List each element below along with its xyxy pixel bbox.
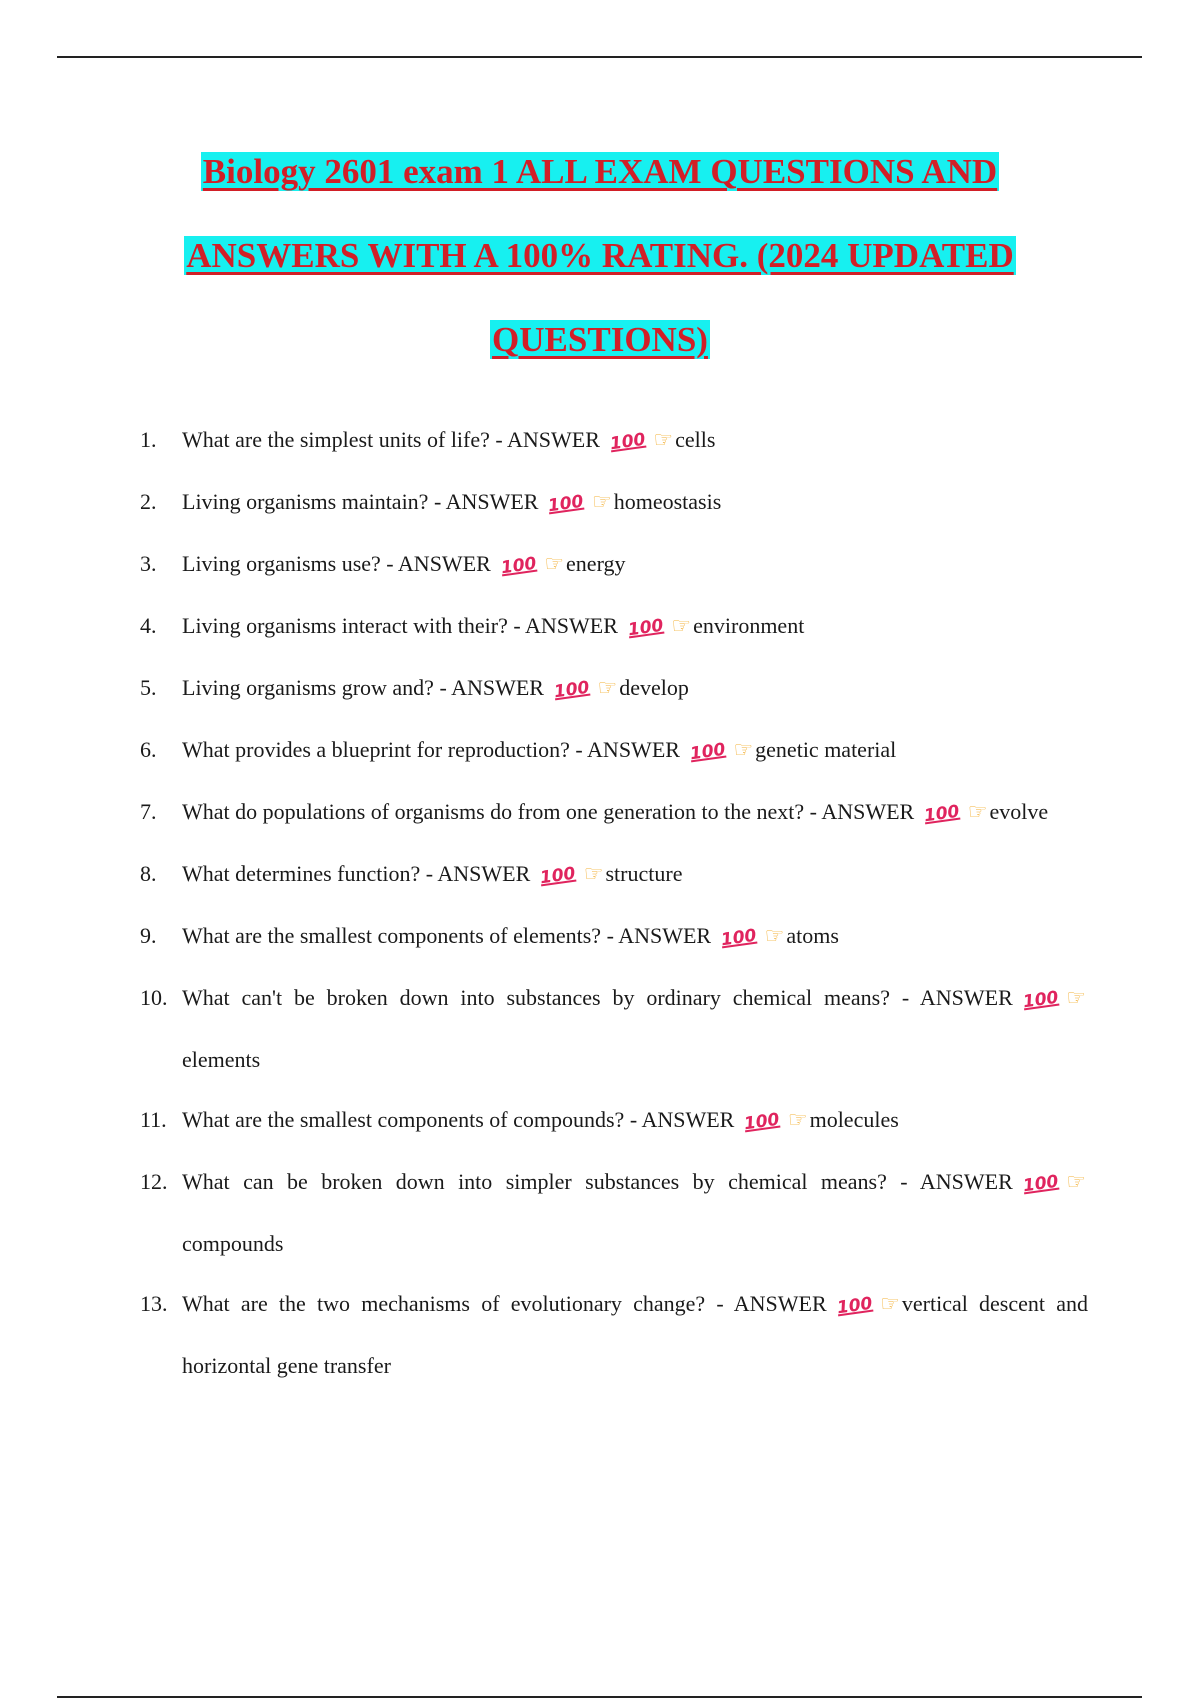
answer-text: molecules	[809, 1107, 899, 1132]
hundred-points-icon: 100	[835, 1293, 874, 1319]
hundred-points-icon: 100	[922, 801, 961, 827]
title-line-3	[100, 298, 1100, 382]
answer-marker: ANSWER	[919, 985, 1013, 1010]
pointing-hand-icon: ☞	[787, 1108, 808, 1133]
hundred-points-icon: 100	[743, 1109, 782, 1135]
question-answer-list	[140, 410, 1088, 1396]
pointing-hand-icon: ☞	[653, 428, 674, 453]
hundred-points-icon: 100	[608, 429, 647, 455]
pointing-hand-icon: ☞	[967, 800, 988, 825]
hundred-points-icon: 100	[499, 553, 538, 579]
question-text: What are the smallest components of elements? -	[182, 923, 614, 948]
title-line-1	[100, 130, 1100, 214]
qa-item	[140, 658, 1088, 720]
pointing-hand-icon: ☞	[544, 552, 565, 577]
answer-text: elements	[182, 1047, 261, 1072]
qa-item	[140, 596, 1088, 658]
qa-item	[140, 968, 1088, 1090]
answer-text: energy	[566, 551, 626, 576]
answer-marker: ANSWER	[437, 861, 531, 886]
question-text: Living organisms grow and? -	[182, 675, 447, 700]
item-number: 6.	[140, 737, 157, 762]
item-number: 7.	[140, 799, 157, 824]
answer-text: compounds	[182, 1231, 284, 1256]
answer-marker: ANSWER	[641, 1107, 735, 1132]
item-number: 5.	[140, 675, 157, 700]
question-text: What do populations of organisms do from one generation to the next? -	[182, 799, 818, 824]
qa-item	[140, 720, 1088, 782]
qa-item	[140, 410, 1088, 472]
qa-item	[140, 844, 1088, 906]
question-text: What can be broken down into simpler substances by chemical means? -	[182, 1169, 908, 1194]
answer-marker: ANSWER	[733, 1291, 827, 1316]
answer-text: develop	[619, 675, 689, 700]
pointing-hand-icon: ☞	[880, 1292, 900, 1317]
hundred-points-icon: 100	[688, 739, 727, 765]
title-text-3: QUESTIONS)	[492, 320, 708, 359]
qa-item	[140, 1274, 1088, 1396]
title-text-1: Biology 2601 exam 1 ALL EXAM QUESTIONS AND	[202, 152, 998, 191]
item-number: 4.	[140, 613, 157, 638]
qa-item	[140, 782, 1088, 844]
item-number: 13.	[140, 1291, 168, 1316]
question-text: What are the simplest units of life? -	[182, 427, 503, 452]
qa-item	[140, 1152, 1088, 1274]
qa-item	[140, 534, 1088, 596]
pointing-hand-icon: ☞	[1066, 1170, 1086, 1195]
answer-text: vertical descent and horizontal gene transfer	[182, 1291, 1088, 1378]
answer-text: structure	[605, 861, 683, 886]
question-text: What can't be broken down into substances by ordinary chemical means? -	[182, 985, 910, 1010]
hundred-points-icon: 100	[547, 491, 586, 517]
answer-marker: ANSWER	[451, 675, 544, 700]
pointing-hand-icon: ☞	[583, 862, 604, 887]
answer-text: genetic material	[755, 737, 897, 762]
title-line-2	[100, 214, 1100, 298]
answer-text: evolve	[989, 799, 1049, 824]
answer-text: environment	[693, 613, 805, 638]
hundred-points-icon: 100	[626, 615, 665, 641]
answer-marker: ANSWER	[821, 799, 915, 824]
item-number: 3.	[140, 551, 157, 576]
question-text: Living organisms use? -	[182, 551, 394, 576]
question-text: Living organisms maintain? -	[182, 489, 442, 514]
item-number: 1.	[140, 427, 157, 452]
hundred-points-icon: 100	[552, 677, 591, 703]
answer-marker: ANSWER	[587, 737, 680, 762]
question-text: What provides a blueprint for reproduction? -	[182, 737, 583, 762]
qa-item	[140, 906, 1088, 968]
pointing-hand-icon: ☞	[591, 490, 612, 515]
pointing-hand-icon: ☞	[764, 924, 785, 949]
answer-text: homeostasis	[613, 489, 722, 514]
item-number: 8.	[140, 861, 157, 886]
question-text: What are the two mechanisms of evolutionary change? -	[182, 1291, 724, 1316]
answer-marker: ANSWER	[919, 1169, 1013, 1194]
pointing-hand-icon: ☞	[671, 614, 692, 639]
pointing-hand-icon: ☞	[1066, 986, 1086, 1011]
hundred-points-icon: 100	[539, 863, 577, 889]
answer-text: cells	[675, 427, 716, 452]
answer-marker: ANSWER	[445, 489, 539, 514]
hundred-points-icon: 100	[1021, 987, 1060, 1013]
question-text: What are the smallest components of compounds? -	[182, 1107, 638, 1132]
answer-marker: ANSWER	[618, 923, 712, 948]
title-text-2: ANSWERS WITH A 100% RATING. (2024 UPDATED	[186, 236, 1014, 275]
qa-item	[140, 472, 1088, 534]
qa-item	[140, 1090, 1088, 1152]
answer-marker: ANSWER	[507, 427, 600, 452]
question-text: Living organisms interact with their? -	[182, 613, 521, 638]
hundred-points-icon: 100	[719, 925, 758, 951]
answer-marker: ANSWER	[524, 613, 618, 638]
item-number: 11.	[140, 1107, 167, 1132]
item-number: 12.	[140, 1169, 168, 1194]
pointing-hand-icon: ☞	[733, 738, 754, 763]
pointing-hand-icon: ☞	[597, 676, 618, 701]
answer-text: atoms	[786, 923, 839, 948]
document-title	[100, 130, 1100, 382]
answer-marker: ANSWER	[397, 551, 491, 576]
question-text: What determines function? -	[182, 861, 434, 886]
bottom-rule	[57, 1696, 1142, 1698]
item-number: 2.	[140, 489, 157, 514]
item-number: 10.	[140, 985, 168, 1010]
top-rule	[57, 56, 1142, 58]
item-number: 9.	[140, 923, 157, 948]
hundred-points-icon: 100	[1021, 1171, 1060, 1197]
